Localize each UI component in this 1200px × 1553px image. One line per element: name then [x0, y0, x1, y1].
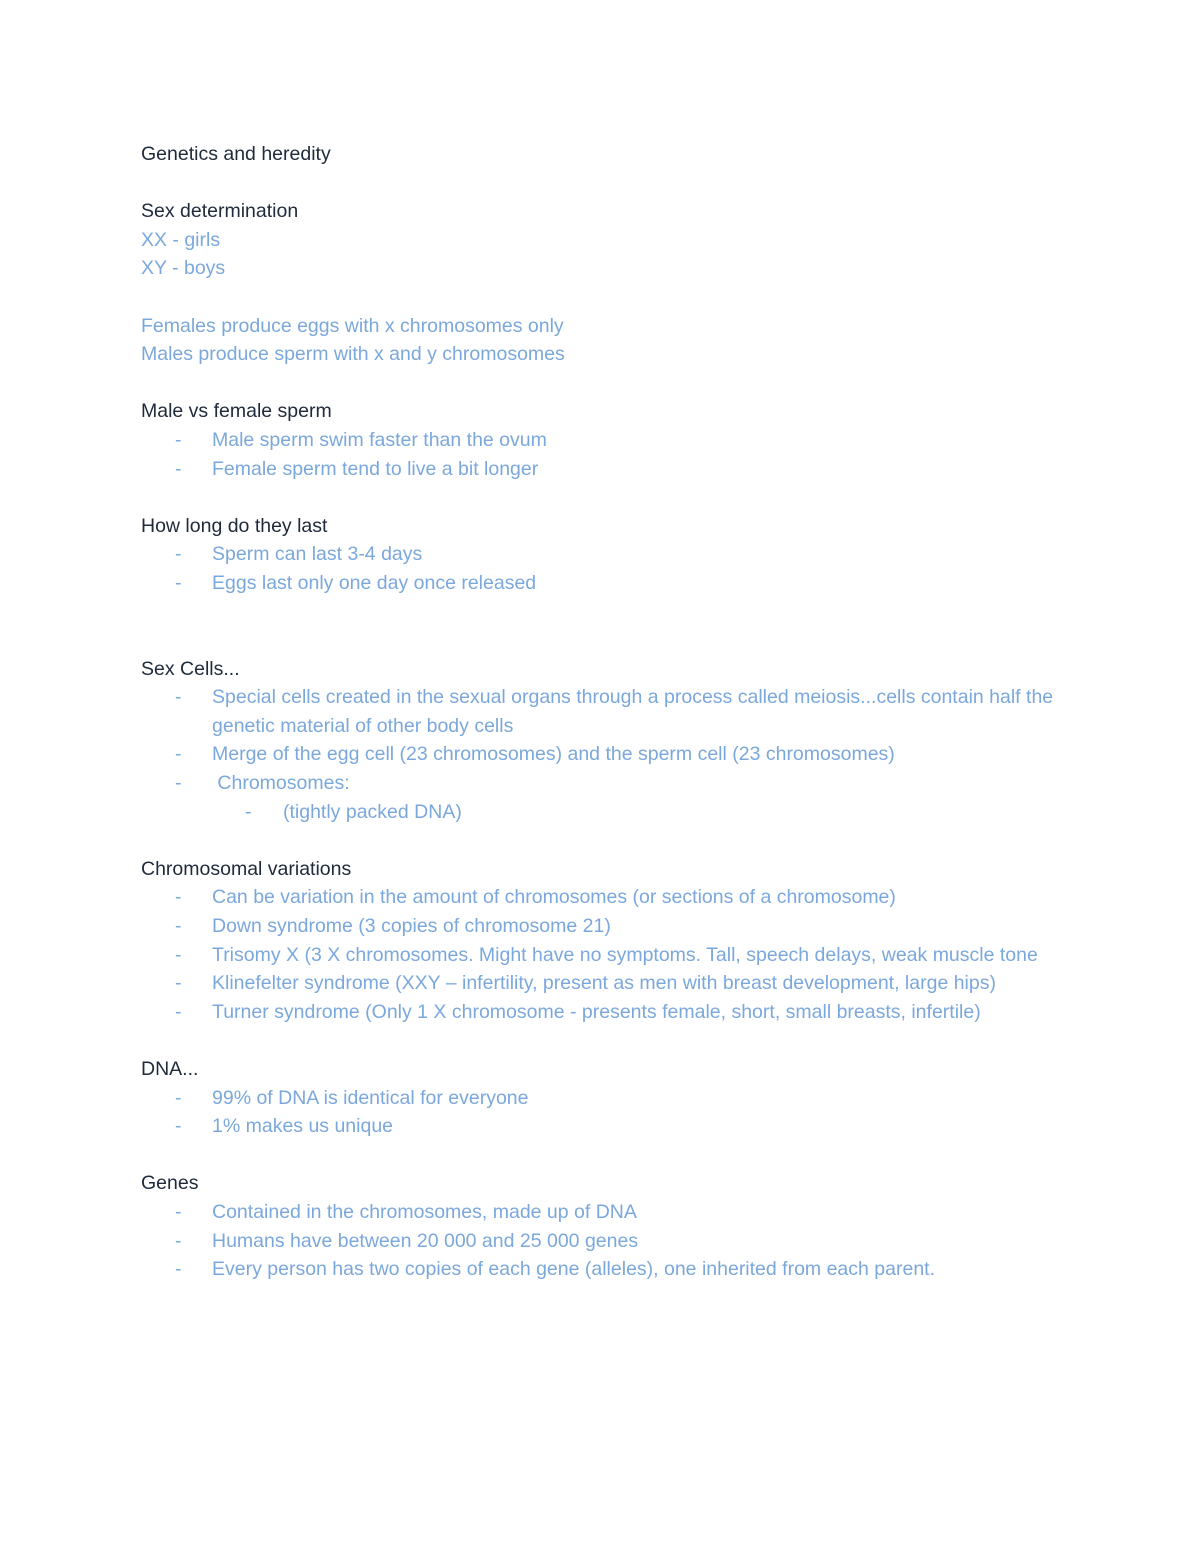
- bullet-dash: -: [175, 1200, 182, 1223]
- bullet-dash: -: [175, 743, 182, 766]
- bullet-dash: -: [175, 886, 182, 909]
- bullet-dash: -: [245, 800, 252, 823]
- section-heading-male-vs-female: Male vs female sperm: [141, 400, 332, 423]
- list-item-text: Every person has two copies of each gene (alleles), one inherited from each parent.: [212, 1258, 935, 1281]
- list-item-text: Female sperm tend to live a bit longer: [212, 457, 539, 480]
- list-item: [141, 740, 1101, 769]
- text-line: XX - girls: [141, 228, 221, 251]
- list-item-text: Eggs last only one day once released: [212, 571, 537, 594]
- sub-list-item: [141, 798, 1101, 827]
- list-item-text: Merge of the egg cell (23 chromosomes) and the sperm cell (23 chromosomes): [212, 743, 895, 766]
- list-item-text: 1% makes us unique: [212, 1115, 394, 1138]
- section-heading-sex-determination: Sex determination: [141, 200, 299, 223]
- list-item-text: Down syndrome (3 copies of chromosome 21): [212, 915, 611, 938]
- list-item-text: Turner syndrome (Only 1 X chromosome - presents female, short, small breasts, infertile): [212, 1000, 981, 1023]
- list-item: [141, 769, 1101, 798]
- section-heading-dna: DNA...: [141, 1058, 199, 1080]
- text-line: Females produce eggs with x chromosomes only: [141, 314, 564, 337]
- list-item: [141, 426, 1101, 455]
- list-item-text: Male sperm swim faster than the ovum: [212, 428, 547, 451]
- list-item-text: Special cells created in the sexual organs through a process called meiosis...cells contain half the genetic material of other body cells: [212, 686, 1054, 737]
- list-item: [141, 1198, 1101, 1227]
- list-item: [141, 1084, 1101, 1113]
- list-item-text: Trisomy X (3 X chromosomes. Might have no symptoms. Tall, speech delays, weak muscle tone: [212, 943, 1038, 966]
- section-heading-chromosomal-variations: Chromosomal variations: [141, 857, 352, 880]
- bullet-dash: -: [175, 915, 182, 938]
- section-heading-genes: Genes: [141, 1172, 199, 1195]
- bullet-dash: -: [175, 571, 182, 594]
- bullet-dash: -: [175, 1229, 182, 1252]
- list-item: [141, 969, 1101, 998]
- section-heading-how-long: How long do they last: [141, 514, 328, 537]
- bullet-dash: -: [175, 1115, 182, 1138]
- list-item-text: Klinefelter syndrome (XXY – infertility, present as men with breast development, large hips): [212, 972, 996, 995]
- list-item: [141, 912, 1101, 941]
- list-item-text: Humans have between 20 000 and 25 000 genes: [212, 1229, 639, 1252]
- bullet-dash: -: [175, 457, 182, 480]
- document-body: [141, 140, 1101, 1284]
- bullet-dash: -: [175, 943, 182, 966]
- list-item-text: Can be variation in the amount of chromosomes (or sections of a chromosome): [212, 886, 896, 909]
- bullet-dash: -: [175, 1258, 182, 1281]
- bullet-dash: -: [175, 972, 182, 995]
- bullet-dash: -: [175, 543, 182, 566]
- list-item-text: 99% of DNA is identical for everyone: [212, 1086, 529, 1109]
- list-item: [141, 455, 1101, 484]
- text-line: XY - boys: [141, 257, 226, 280]
- list-item-text: Chromosomes:: [212, 772, 350, 795]
- list-item: [141, 540, 1101, 569]
- list-item: [141, 941, 1101, 970]
- section-heading-sex-cells: Sex Cells...: [141, 657, 240, 680]
- list-item: [141, 1112, 1101, 1141]
- list-item: [141, 1255, 1101, 1284]
- list-item-text: (tightly packed DNA): [283, 800, 462, 823]
- list-item: [141, 683, 1101, 740]
- bullet-dash: -: [175, 1000, 182, 1023]
- list-item: [141, 569, 1101, 598]
- bullet-dash: -: [175, 1086, 182, 1109]
- bullet-dash: -: [175, 428, 182, 451]
- list-item-text: Sperm can last 3-4 days: [212, 543, 423, 566]
- bullet-dash: -: [175, 772, 182, 795]
- document-title: Genetics and heredity: [141, 143, 331, 165]
- bullet-dash: -: [175, 686, 182, 709]
- list-item: [141, 883, 1101, 912]
- text-line: Males produce sperm with x and y chromosomes: [141, 343, 565, 366]
- list-item-text: Contained in the chromosomes, made up of DNA: [212, 1200, 637, 1223]
- list-item: [141, 1227, 1101, 1256]
- list-item: [141, 998, 1101, 1027]
